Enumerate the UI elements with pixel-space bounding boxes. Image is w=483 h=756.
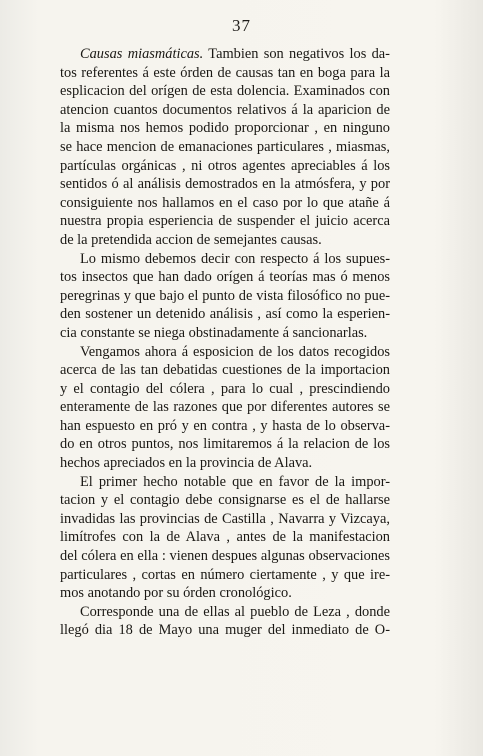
text-line: partículas orgánicas , ni otros agentes apreciables á los bbox=[60, 157, 390, 174]
text-line: Lo mismo debemos decir con respecto á los supues- bbox=[80, 250, 390, 267]
text-line: enteramente de las razones que por diferentes autores se bbox=[60, 399, 390, 416]
text-line: mos anotando por su órden cronológico. bbox=[60, 585, 292, 602]
text-line-rest: Tambien son negativos los da- bbox=[208, 46, 390, 62]
text-line: nuestra propia esperiencia de suspender el juicio acerca bbox=[60, 213, 390, 230]
text-line: den sostener un detenido análisis , así como la esperien- bbox=[60, 306, 390, 323]
paragraph bbox=[60, 250, 390, 343]
text-line: cia constante se niega obstinadamente á sancionarlas. bbox=[60, 324, 368, 341]
paragraph bbox=[60, 343, 390, 473]
paragraph bbox=[60, 45, 390, 250]
text-line: atencion cuantos documentos relativos á la aparicion de bbox=[60, 101, 390, 118]
text-line: y el contagio del cólera , para lo cual , prescindiendo bbox=[60, 380, 390, 397]
text-line: de la pretendida accion de semejantes causas. bbox=[60, 231, 322, 248]
text-line: limítrofes con la de Alava , antes de la manifestacion bbox=[60, 529, 390, 546]
text-line: la misma nos hemos podido proporcionar , en ninguno bbox=[60, 120, 390, 137]
text-line: hechos apreciados en la provincia de Alava. bbox=[60, 455, 313, 472]
text-line: tos referentes á este órden de causas tan en boga para la bbox=[60, 64, 390, 81]
text-line bbox=[60, 45, 390, 64]
text-line: particulares , cortas en número ciertamente , y que ire- bbox=[60, 566, 390, 583]
text-line: do en otros puntos, nos limitaremos á la relacion de los bbox=[60, 436, 390, 453]
text-line: acerca de las tan debatidas cuestiones de la importacion bbox=[60, 362, 390, 379]
text-line: tacion y el contagio debe consignarse es el de hallarse bbox=[60, 492, 390, 509]
text-line: peregrinas y que bajo el punto de vista filosófico no pue- bbox=[60, 287, 390, 304]
paragraph bbox=[60, 473, 390, 603]
page-number: 37 bbox=[232, 16, 251, 35]
text-line: Corresponde una de ellas al pueblo de Leza , donde bbox=[80, 603, 390, 620]
text-line: invadidas las provincias de Castilla , Navarra y Vizcaya, bbox=[60, 510, 390, 527]
text-line: El primer hecho notable que en favor de la impor- bbox=[80, 473, 390, 490]
section-heading-italic: Causas miasmáticas. bbox=[80, 46, 204, 62]
text-line: esplicacion del orígen de esta dolencia. Examinados con bbox=[60, 83, 390, 100]
text-line: tos insectos que han dado orígen á teorías mas ó menos bbox=[60, 269, 390, 286]
text-line: consiguiente nos hallamos en el caso por lo que atañe á bbox=[60, 194, 390, 211]
text-line: Vengamos ahora á esposicion de los datos recogidos bbox=[80, 343, 390, 360]
text-line: sentidos ó al análisis demostrados en la atmósfera, y por bbox=[60, 176, 390, 193]
text-line: llegó dia 18 de Mayo una muger del inmediato de O- bbox=[60, 622, 390, 639]
text-line: han espuesto en pró y en contra , y hasta de lo observa- bbox=[60, 417, 390, 434]
paragraph bbox=[60, 603, 390, 640]
body-text bbox=[60, 45, 390, 640]
text-line: del cólera en ella : vienen despues algunas observaciones bbox=[60, 548, 390, 565]
text-line: se hace mencion de emanaciones particulares , miasmas, bbox=[60, 138, 390, 155]
